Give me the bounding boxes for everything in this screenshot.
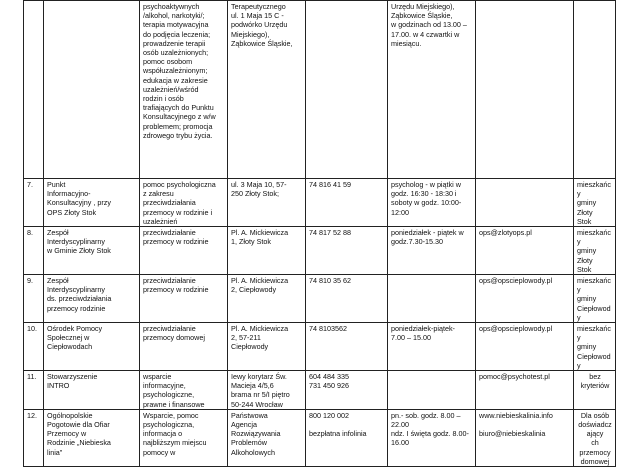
cell-nr: 8. [24,227,44,275]
cell-hours: pn.- sob. godz. 8.00 – 22.00 ndz. I święta godz. 8.00- 16.00 [388,409,476,466]
cell-contact: pomoc@psychotest.pl [476,371,574,410]
table-row [24,409,616,466]
cell-contact [476,1,574,179]
table-row [24,227,616,275]
cell-name: Zespół Interdyscyplinarny w Gminie Złoty Stok [44,227,140,275]
cell-contact: ops@zlotyops.pl [476,227,574,275]
cell-address: Iewy korytarz Św. Macieja 4/5,6 brama nr 5/I piętro 50-244 Wrocław [228,371,306,410]
table-row [24,275,616,323]
cell-name: Ogólnopolskie Pogotowie dla Ofiar Przemocy w Rodzinie „Niebieska linia" [44,409,140,466]
cell-address: Państwowa Agencja Rozwiązywania Problemów Alkoholowych [228,409,306,466]
cell-hours: poniedziałek-piątek- 7.00 – 15.00 [388,323,476,371]
institutions-table [23,0,616,467]
cell-scope: pomoc psychologiczna z zakresu przeciwdziałania przemocy w rodzinie i uzależnień [140,179,228,227]
cell-scope: psychoaktywnych /alkohol, narkotyki/; terapia motywacyjna do podjęcia leczenia; prowadzenie terapii osób uzależnionych; pomoc osobom współuzależnionym; edukacja w zakresie uzależnień/wśród rodzin i osób trafiających do Punktu Konsultacyjnego z w/w problemem; promocja zdrowego trybu życia. [140,1,228,179]
table-row [24,323,616,371]
cell-address: Pl. A. Mickiewicza 2, Ciepłowody [228,275,306,323]
cell-nr [24,1,44,179]
cell-scope: Wsparcie, pomoc psychologiczna, informacja o najbliższym miejscu pomocy w [140,409,228,466]
cell-target: mieszkańcy gminy Ciepłowody [574,323,616,371]
cell-contact [476,179,574,227]
cell-target: mieszkańcy gminy Złoty Stok [574,179,616,227]
cell-hours [388,371,476,410]
cell-scope: przeciwdziałanie przemocy domowej [140,323,228,371]
cell-hours: psycholog - w piątki w godz. 16:30 - 18:30 i soboty w godz. 10:00- 12:00 [388,179,476,227]
cell-target: mieszkańcy gminy Ciepłowody [574,275,616,323]
cell-target: bez kryteriów [574,371,616,410]
cell-name: Ośrodek Pomocy Społecznej w Ciepłowodach [44,323,140,371]
cell-name [44,1,140,179]
cell-scope: przeciwdziałanie przemocy w rodzinie [140,275,228,323]
cell-nr: 11. [24,371,44,410]
cell-name: Zespół Interdyscyplinarny ds. przeciwdziałania przemocy rodzinie [44,275,140,323]
cell-address: Terapeutycznego ul. 1 Maja 15 C - podwórko Urzędu Miejskiego), Ząbkowice Śląskie, [228,1,306,179]
cell-nr: 9. [24,275,44,323]
table-row [24,1,616,179]
cell-name: Punkt Informacyjno- Konsultacyjny , przy OPS Złoty Stok [44,179,140,227]
cell-target: Dla osób doświadczający ch przemocy domowej [574,409,616,466]
cell-phone: 800 120 002 bezpłatna infolinia [306,409,388,466]
cell-contact: www.niebieskalinia.info biuro@niebieskalinia [476,409,574,466]
cell-address: ul. 3 Maja 10, 57- 250 Złoty Stok; [228,179,306,227]
cell-address: Pl. A. Mickiewicza 1, Złoty Stok [228,227,306,275]
table-row [24,179,616,227]
cell-address: Pl. A. Mickiewicza 2, 57-211 Ciepłowody [228,323,306,371]
cell-phone: 74 817 52 88 [306,227,388,275]
cell-phone: 74 810 35 62 [306,275,388,323]
cell-hours [388,275,476,323]
cell-phone: 74 816 41 59 [306,179,388,227]
cell-contact: ops@opscieplowody.pl [476,275,574,323]
cell-nr: 10. [24,323,44,371]
cell-phone [306,1,388,179]
cell-name: Stowarzyszenie INTRO [44,371,140,410]
cell-scope: przeciwdziałanie przemocy w rodzinie [140,227,228,275]
cell-contact: ops@opscieplowody.pl [476,323,574,371]
cell-hours: poniedziałek - piątek w godz.7.30-15.30 [388,227,476,275]
cell-phone: 604 484 335 731 450 926 [306,371,388,410]
table-row [24,371,616,410]
cell-scope: wsparcie informacyjne, psychologiczne, prawne i finansowe [140,371,228,410]
cell-hours: Urzędu Miejskiego), Ząbkowice Śląskie, w godzinach od 13.00 – 17.00. w 4 czwartki w miesiącu. [388,1,476,179]
cell-target: mieszkańcy gminy Złoty Stok [574,227,616,275]
cell-nr: 7. [24,179,44,227]
cell-phone: 74 8103562 [306,323,388,371]
cell-nr: 12. [24,409,44,466]
cell-target [574,1,616,179]
